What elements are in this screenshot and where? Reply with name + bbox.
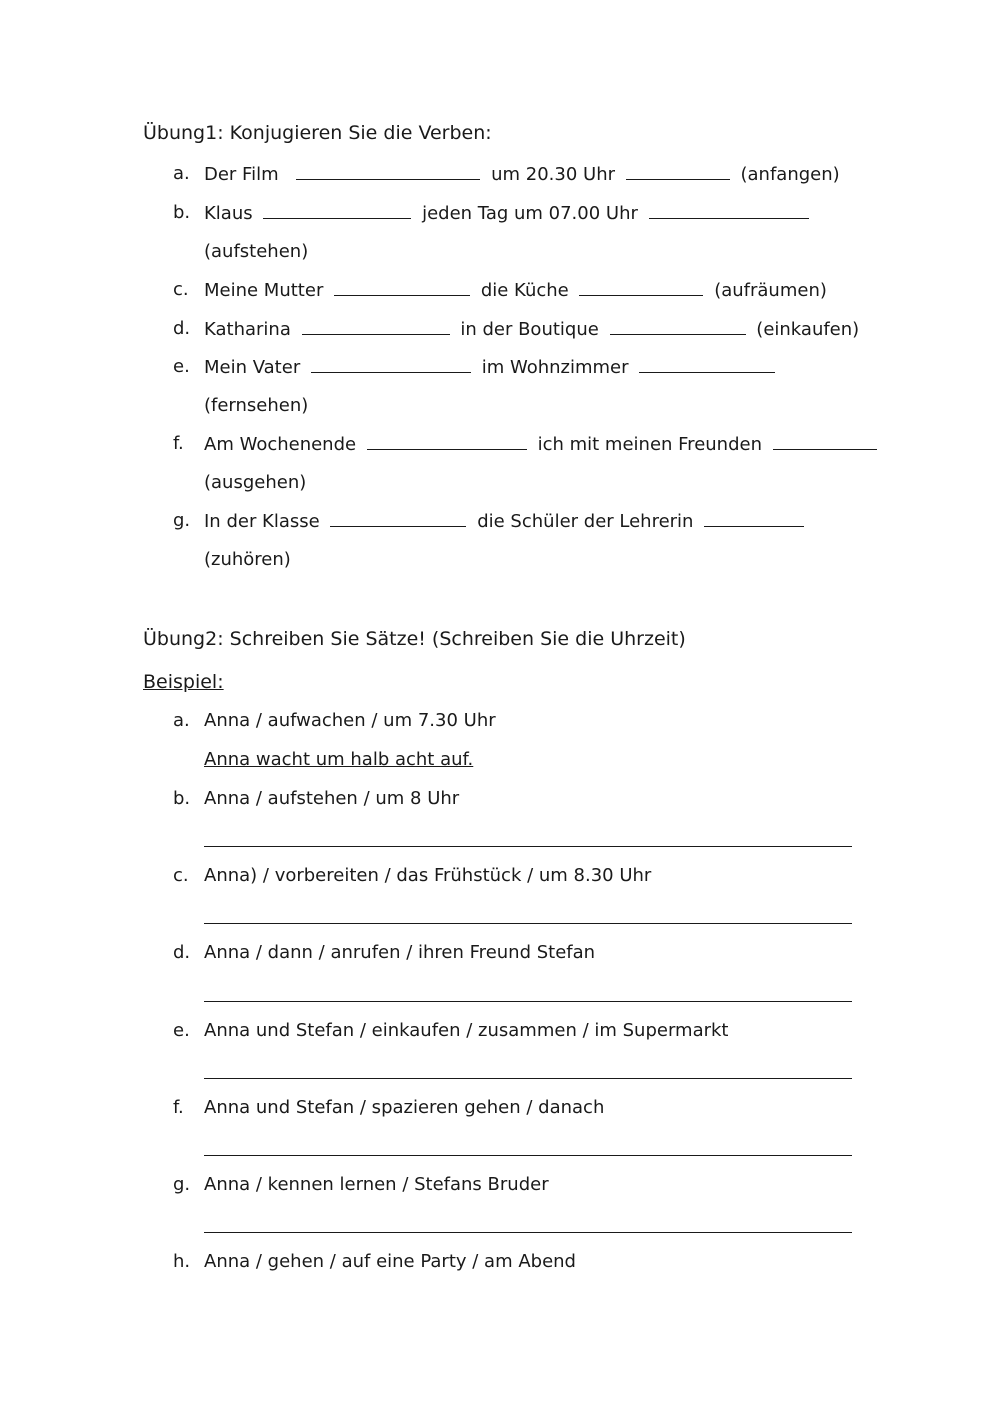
item-text: Anna und Stefan / einkaufen / zusammen / im Supermarkt: [204, 1020, 729, 1041]
blank-field[interactable]: [330, 510, 466, 527]
item-text: ich mit meinen Freunden: [537, 434, 762, 455]
item-text: Anna / aufstehen / um 8 Uhr: [204, 788, 460, 809]
item-text: In der Klasse: [204, 511, 320, 532]
item-text: die Küche: [480, 280, 569, 301]
blank-field[interactable]: [649, 202, 809, 219]
item-text: Der Film: [204, 164, 279, 185]
blank-field[interactable]: [296, 163, 480, 180]
ex1-item-f-cont: [0, 472, 1000, 496]
ex1-item-g: [0, 510, 1000, 534]
example-label: Beispiel:: [143, 671, 224, 693]
item-text: um 20.30 Uhr: [491, 164, 616, 185]
ex2-item-e: [0, 1020, 1000, 1044]
item-label: e.: [173, 1020, 190, 1041]
verb-hint: (anfangen): [740, 164, 840, 185]
item-text: jeden Tag um 07.00 Uhr: [422, 203, 638, 224]
verb-hint: (zuhören): [204, 549, 291, 570]
answer-line[interactable]: [204, 846, 852, 847]
item-label: b.: [173, 202, 191, 223]
item-label: h.: [173, 1251, 191, 1272]
verb-hint: (einkaufen): [756, 319, 860, 340]
ex1-item-e-cont: [0, 395, 1000, 419]
verb-hint: (fernsehen): [204, 395, 309, 416]
ex2-item-b: [0, 788, 1000, 812]
answer-line[interactable]: [204, 1001, 852, 1002]
ex1-item-a: [0, 163, 1000, 187]
blank-field[interactable]: [704, 510, 804, 527]
item-text: im Wohnzimmer: [481, 357, 629, 378]
item-label: d.: [173, 942, 191, 963]
ex2-item-a: [0, 710, 1000, 734]
answer-line[interactable]: [204, 1232, 852, 1233]
exercise2-title: Übung2: Schreiben Sie Sätze! (Schreiben Sie die Uhrzeit): [143, 628, 686, 650]
ex1-item-b: [0, 202, 1000, 226]
example-answer: Anna wacht um halb acht auf.: [204, 749, 474, 770]
verb-hint: (aufräumen): [714, 280, 827, 301]
item-text: Meine Mutter: [204, 280, 324, 301]
item-text: Klaus: [204, 203, 253, 224]
item-text: die Schüler der Lehrerin: [477, 511, 694, 532]
item-label: a.: [173, 710, 190, 731]
answer-line[interactable]: [204, 1078, 852, 1079]
item-text: Anna / gehen / auf eine Party / am Abend: [204, 1251, 576, 1272]
verb-hint: (aufstehen): [204, 241, 309, 262]
blank-field[interactable]: [773, 433, 877, 450]
exercise1-title: Übung1: Konjugieren Sie die Verben:: [143, 122, 492, 144]
ex1-item-d: [0, 318, 1000, 342]
answer-line[interactable]: [204, 1155, 852, 1156]
example-answer-row: [0, 749, 1000, 773]
item-text: Am Wochenende: [204, 434, 357, 455]
item-label: f.: [173, 1097, 184, 1118]
ex1-item-f: [0, 433, 1000, 457]
ex2-item-f: [0, 1097, 1000, 1121]
item-text: Mein Vater: [204, 357, 301, 378]
ex1-item-c: [0, 279, 1000, 303]
item-text: Anna / kennen lernen / Stefans Bruder: [204, 1174, 549, 1195]
item-label: g.: [173, 1174, 191, 1195]
blank-field[interactable]: [639, 356, 775, 373]
ex2-item-h: [0, 1251, 1000, 1275]
ex1-item-e: [0, 356, 1000, 380]
item-text: Anna und Stefan / spazieren gehen / danach: [204, 1097, 605, 1118]
verb-hint: (ausgehen): [204, 472, 307, 493]
blank-field[interactable]: [367, 433, 527, 450]
item-label: b.: [173, 788, 191, 809]
item-label: c.: [173, 865, 189, 886]
blank-field[interactable]: [334, 279, 470, 296]
ex2-item-g: [0, 1174, 1000, 1198]
ex2-item-d: [0, 942, 1000, 966]
blank-field[interactable]: [610, 318, 746, 335]
ex1-item-b-cont: [0, 241, 1000, 265]
item-label: d.: [173, 318, 191, 339]
item-text: Anna) / vorbereiten / das Frühstück / um 8.30 Uhr: [204, 865, 652, 886]
item-text: Anna / dann / anrufen / ihren Freund Stefan: [204, 942, 596, 963]
item-text: in der Boutique: [460, 319, 599, 340]
ex1-item-g-cont: [0, 549, 1000, 573]
blank-field[interactable]: [302, 318, 450, 335]
blank-field[interactable]: [311, 356, 471, 373]
item-label: g.: [173, 510, 191, 531]
item-text: Anna / aufwachen / um 7.30 Uhr: [204, 710, 496, 731]
ex2-item-c: [0, 865, 1000, 889]
item-label: e.: [173, 356, 190, 377]
answer-line[interactable]: [204, 923, 852, 924]
item-label: c.: [173, 279, 189, 300]
item-label: a.: [173, 163, 190, 184]
item-label: f.: [173, 433, 184, 454]
blank-field[interactable]: [579, 279, 703, 296]
blank-field[interactable]: [263, 202, 411, 219]
item-text: Katharina: [204, 319, 291, 340]
blank-field[interactable]: [626, 163, 730, 180]
